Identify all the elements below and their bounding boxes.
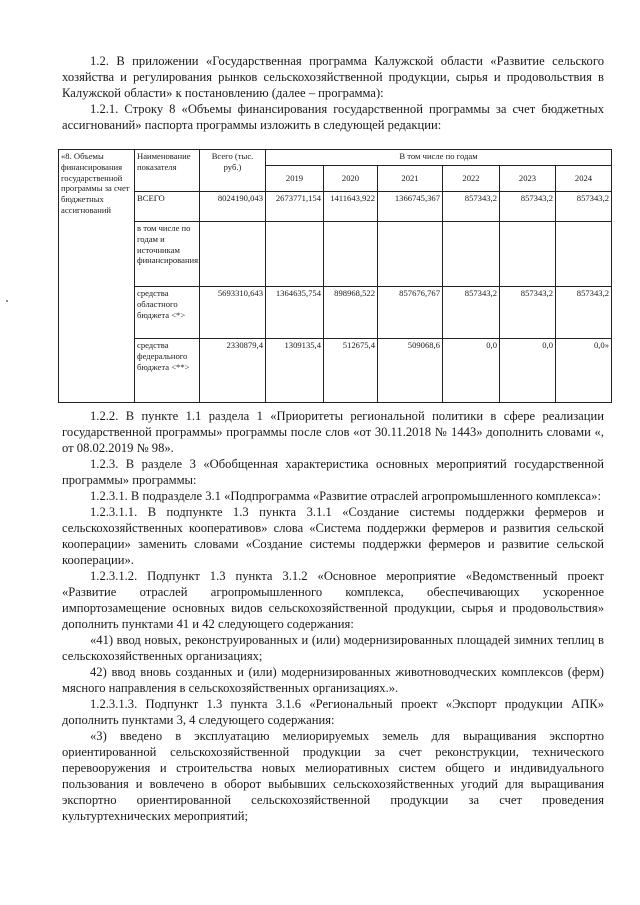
paragraph-1-2-2: 1.2.2. В пункте 1.1 раздела 1 «Приоритеты региональной политики в сфере реализации государственной программы» программы после слов «от 30.11.2018 № 1443» дополнить словами «, от 08.02.2019 № 98».: [62, 409, 604, 455]
row-year-value: [324, 222, 378, 287]
year-header: 2019: [266, 166, 324, 192]
row-year-value: 509068,6: [378, 339, 443, 403]
row-name: средства областного бюджета <*>: [135, 287, 200, 339]
year-header: 2022: [443, 166, 500, 192]
row-year-value: 512675,4: [324, 339, 378, 403]
scan-margin-dot: [6, 300, 8, 302]
row-year-value: [500, 222, 556, 287]
col-header-name: Наименование показателя: [135, 150, 200, 192]
row-total-value: 5693310,643: [200, 287, 266, 339]
table-row-total: [59, 192, 612, 222]
row-year-value: [378, 222, 443, 287]
row-year-value: [266, 222, 324, 287]
row-year-value: 857343,2: [500, 287, 556, 339]
table-row-federal: [59, 339, 612, 403]
table-row-subheading: [59, 222, 612, 287]
row-total-value: 2330879,4: [200, 339, 266, 403]
row-year-value: [556, 222, 612, 287]
intro-section: [62, 53, 604, 133]
row-year-value: 2673771,154: [266, 192, 324, 222]
row-year-value: 857343,2: [443, 192, 500, 222]
row-year-value: 857343,2: [556, 287, 612, 339]
row-name: средства федерального бюджета <**>: [135, 339, 200, 403]
body-section: [62, 408, 604, 824]
row-total-value: [200, 222, 266, 287]
row-year-value: [443, 222, 500, 287]
row-name: ВСЕГО: [135, 192, 200, 222]
paragraph-1-2: 1.2. В приложении «Государственная программа Калужской области «Развитие сельского хозяйства и регулирования рынков сельскохозяйственной продукции, сырья и продовольствия в Калужской области» к постановлению (далее – программа):: [62, 54, 604, 100]
year-header: 2020: [324, 166, 378, 192]
row-name: в том числе по годам и источникам финансирования:: [135, 222, 200, 287]
year-header: 2021: [378, 166, 443, 192]
paragraph-item-3: «3) введено в эксплуатацию мелиорируемых земель для выращивания экспортно ориентированной сельскохозяйственной продукции за счет реконструкции, технического перевооружения и строительства новых мелиоративных систем общего и индивидуального пользования и вовлечено в оборот выбывших сельскохозяйственных угодий для выращивания экспортно ориентированной сельскохозяйственной продукции за счет проведения культуртехнических мероприятий;: [62, 729, 604, 823]
paragraph-item-41: «41) ввод новых, реконструированных и (или) модернизированных площадей зимних теплиц в сельскохозяйственных организациях;: [62, 633, 604, 663]
row-year-value: 898968,522: [324, 287, 378, 339]
row-year-value: 1309135,4: [266, 339, 324, 403]
col-header-total: Всего (тыс. руб.): [200, 150, 266, 192]
paragraph-1-2-3-1-3: 1.2.3.1.3. Подпункт 1.3 пункта 3.1.6 «Региональный проект «Экспорт продукции АПК» дополнить пунктами 3, 4 следующего содержания:: [62, 697, 604, 727]
table-row-regional: [59, 287, 612, 339]
paragraph-1-2-3-1-1: 1.2.3.1.1. В подпункте 1.3 пункта 3.1.1 «Создание системы поддержки фермеров и сельскохозяйственных кооперативов» слова «Система поддержки фермеров и развития сельской кооперации» заменить словами «Создание системы поддержки фермеров и развитие сельской кооперации».: [62, 505, 604, 567]
row-year-value: 0,0: [500, 339, 556, 403]
paragraph-1-2-3: 1.2.3. В разделе 3 «Обобщенная характеристика основных мероприятий государственной программы» программы:: [62, 457, 604, 487]
row-year-value: 857676,767: [378, 287, 443, 339]
row-year-value: 1364635,754: [266, 287, 324, 339]
financing-table: [58, 149, 612, 403]
paragraph-1-2-3-1: 1.2.3.1. В подразделе 3.1 «Подпрограмма «Развитие отраслей агропромышленного комплекса»:: [90, 489, 601, 503]
financing-table-wrapper: [58, 149, 611, 403]
row-year-value: 857343,2: [500, 192, 556, 222]
row-label-cell: «8. Объемы финансирования государственной программы за счет бюджетных ассигнований: [59, 150, 135, 403]
col-header-years-group: В том числе по годам: [266, 150, 612, 166]
paragraph-1-2-3-1-2: 1.2.3.1.2. Подпункт 1.3 пункта 3.1.2 «Основное мероприятие «Ведомственный проект «Развитие отраслей агропромышленного комплекса, обеспечивающих ускоренное импортозамещение основных видов сельскохозяйственной продукции, сырья и продовольствия» дополнить пунктами 41 и 42 следующего содержания:: [62, 569, 604, 631]
row-total-value: 8024190,043: [200, 192, 266, 222]
row-year-value: 857343,2: [556, 192, 612, 222]
paragraph-1-2-1: 1.2.1. Строку 8 «Объемы финансирования государственной программы за счет бюджетных ассигнований» паспорта программы изложить в следующей редакции:: [62, 102, 604, 132]
row-year-value: 1366745,367: [378, 192, 443, 222]
year-header: 2023: [500, 166, 556, 192]
row-year-value: 857343,2: [443, 287, 500, 339]
year-header: 2024: [556, 166, 612, 192]
row-year-value: 0,0»: [556, 339, 612, 403]
row-year-value: 1411643,922: [324, 192, 378, 222]
paragraph-item-42: 42) ввод вновь созданных и (или) модернизированных животноводческих комплексов (ферм) мясного направления в сельскохозяйственных организациях.».: [62, 665, 604, 695]
row-year-value: 0,0: [443, 339, 500, 403]
